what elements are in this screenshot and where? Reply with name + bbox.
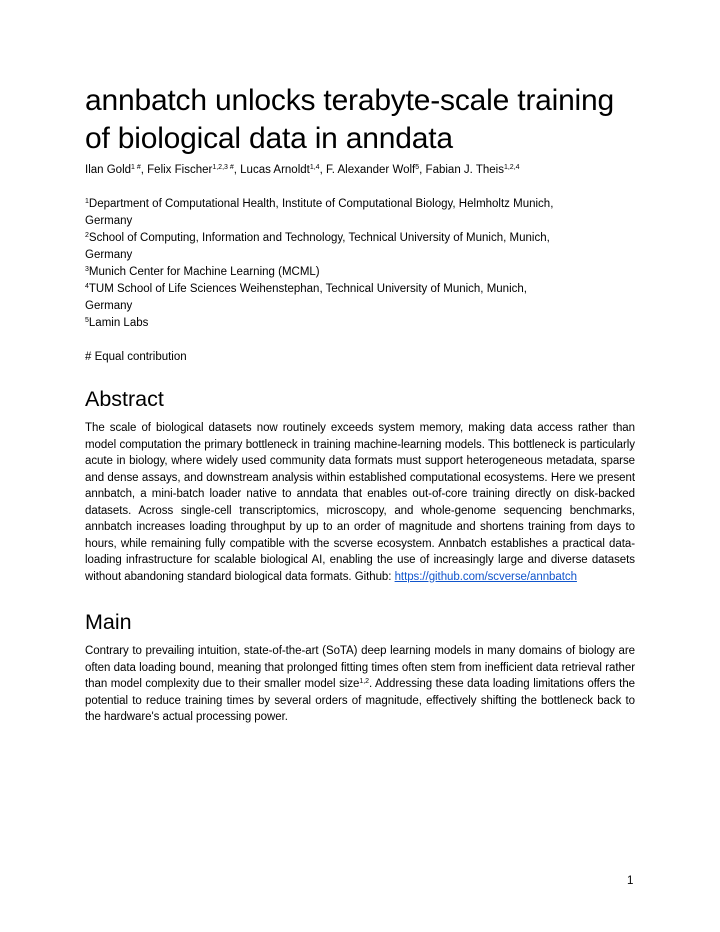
author-list xyxy=(85,162,635,178)
title-line-1: annbatch unlocks terabyte-scale training xyxy=(85,84,614,117)
affiliation: $^4$TUM School of Life Sciences Weihenstephan, Technical University of Munich, Munich, Germany xyxy=(85,283,527,312)
title-line-2: of biological data in anndata xyxy=(85,122,453,155)
page-number: 1 xyxy=(627,875,634,887)
author: Ilan Gold$^{1 \#}$, xyxy=(85,164,148,176)
author: F. Alexander Wolf$^5$, xyxy=(325,164,426,176)
affiliation: $^3$Munich Center for Machine Learning (MCML) xyxy=(85,266,320,278)
paper-title xyxy=(85,82,635,158)
abstract-paragraph: The scale of biological datasets now routinely exceeds system memory, making data access rather than model computation the primary bottleneck in training machine-learning models. This bottleneck is particularly acute in biology, where widely used community data formats must support heterogeneous metadata, sparse and dense assays, and downstream analysis within established computational ecosystems. Here we present annbatch, a mini-batch loader native to anndata that enables out-of-core training directly on disk-backed datasets. Across single-cell transcriptomics, microscopy, and whole-genome sequencing benchmarks, annbatch increases loading throughput by up to an order of magnitude and shortens training from days to hours, while remaining fully compatible with the scverse ecosystem. Annbatch establishes a practical data-loading infrastructure for scalable biological AI, enabling the use of increasingly large and diverse datasets without abandoning standard biological data formats. Github: https://github.com/scverse/annbatch xyxy=(85,422,635,583)
author: Fabian J. Theis$^{1,2,4}$ xyxy=(425,164,520,176)
author: Felix Fischer$^{1,2,3 \#}$, xyxy=(147,164,241,176)
author: Lucas Arnoldt$^{1,4}$, xyxy=(240,164,326,176)
abstract-heading: Abstract xyxy=(85,387,164,411)
affiliation: $^1$Department of Computational Health, Institute of Computational Biology, Helmholtz Munich, Germany xyxy=(85,198,554,227)
affiliation-list xyxy=(85,196,635,332)
github-link[interactable]: https://github.com/scverse/annbatch xyxy=(394,570,577,583)
equal-contribution-note: # Equal contribution xyxy=(85,351,187,363)
main-heading: Main xyxy=(85,610,132,634)
affiliation: $^5$Lamin Labs xyxy=(85,317,149,329)
affiliation: $^2$School of Computing, Information and Technology, Technical University of Munich, Munich, Germany xyxy=(85,232,550,261)
page-content xyxy=(85,82,635,726)
citation-superscript: 1,2 xyxy=(359,678,369,685)
main-paragraph: Contrary to prevailing intuition, state-of-the-art (SoTA) deep learning models in many domains of biology are often data loading bound, meaning that prolonged fitting times often stem from inefficient data retrieval rather than model complexity due to their smaller model size$^{1,2}$. Addressing these data loading limitations offers the potential to reduce training times by several orders of magnitude, effectively shifting the bottleneck back to the hardware's actual processing power. xyxy=(85,645,636,723)
